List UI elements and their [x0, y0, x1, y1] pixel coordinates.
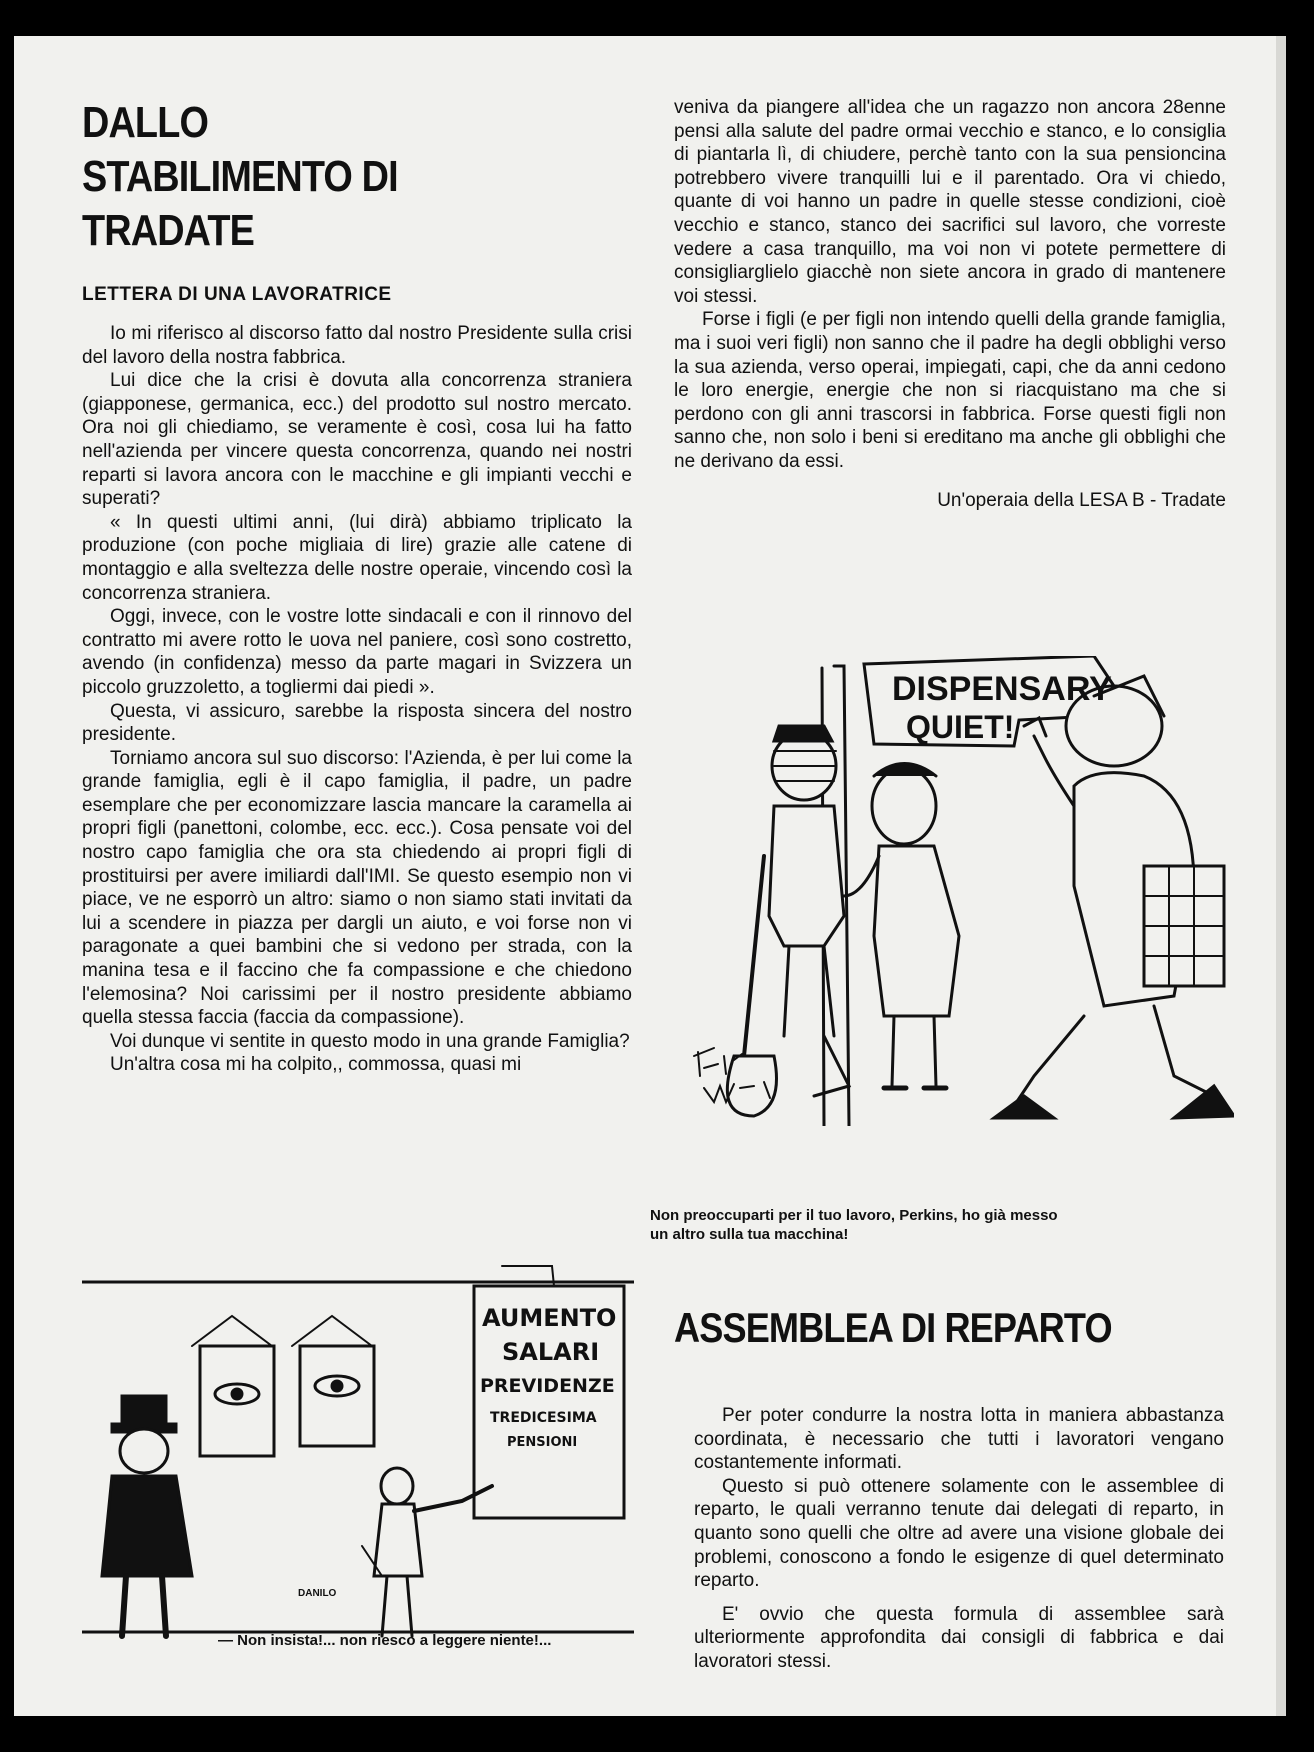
eye-chart-line: SALARI — [502, 1338, 600, 1366]
assemblea-paragraph: Questo si può ottenere solamente con le assemblee di reparto, le quali verranno tenute dai delegati di reparto, in quanto sono quelli che oltre ad avere una visione globale dei problemi, conoscono a fondo le esigenze di quel determinato reparto. — [694, 1475, 1224, 1592]
cartoon-artist-signature: DANILO — [298, 1588, 337, 1599]
sign-line-2: QUIET! — [906, 709, 1015, 745]
dispensary-cartoon — [674, 656, 1234, 1126]
left-paragraph: Io mi riferisco al discorso fatto dal nostro Presidente sulla crisi del lavoro della nostra fabbrica. — [82, 323, 632, 368]
assemblea-paragraph: E' ovvio che questa formula di assemblee sarà ulteriormente approfondita dai consigli di fabbrica e dai lavoratori stessi. — [694, 1603, 1224, 1672]
assemblea-body — [694, 1404, 1224, 1674]
sign-line-1: DISPENSARY — [892, 670, 1112, 708]
left-paragraph: Oggi, invece, con le vostre lotte sindacali e con il rinnovo del contratto mi avere rotto le uova nel paniere, così sono costretto, avendo (in confidenza) messo da parte magari in Svizzera un piccolo gruzzoletto, a togliermi dai piedi ». — [82, 606, 632, 698]
left-paragraph: « In questi ultimi anni, (lui dirà) abbiamo triplicato la produzione (con poche migliaia di lire) grazie alle catene di montaggio e alla sveltezza delle nostre operaie, vincendo così la concorrenza straniera. — [82, 511, 632, 604]
assemblea-title: ASSEMBLEA DI REPARTO — [674, 1304, 1112, 1351]
eye-chart-line: AUMENTO — [482, 1304, 617, 1332]
article-signature: Un'operaia della LESA B - Tradate — [937, 489, 1226, 511]
right-paragraph: Forse i figli (e per figli non intendo quelli della grande famiglia, ma i suoi veri figli) non sanno che il padre ha degli obblighi verso la sua azienda, verso operai, impiegati, capi, che da anni cedono le loro energie, energie che non si riacquistano ma che si perdono con gli anni trascorsi in fabbrica. Forse questi figli non sanno che, non solo i beni si ereditano ma anche gli obblighi che ne derivano da essi. — [674, 309, 1226, 472]
magazine-page — [14, 36, 1276, 1716]
left-paragraph: Torniamo ancora sul suo discorso: l'Azienda, è per lui come la grande famiglia, egli è il capo famiglia, il padre, un padre esemplare che per economizzare lascia mancare la caramella ai propri figli (panettoni, colombe, ecc. ecc.). Cosa pensate voi del nostro capo famiglia che ora sta chiedendo ai propri figli di prostituirsi per avere imiliardi dall'IMI. Se questo esempio non vi piace, ve ne esporrò un altro: siamo o non siamo stati invitati da lui a scendere in piazza per dargli un aiuto, e voi forse non vi paragonate a quei bambini che si vedono per strada, con la manina tesa e il faccino che fa compassione e che chiedono l'elemosina? Noi carissimi per il nostro presidente abbiamo quella stessa faccia (faccia da compassione). — [82, 747, 632, 1029]
eye-chart-line: PENSIONI — [507, 1435, 578, 1450]
eye-chart-cartoon — [82, 1246, 634, 1666]
eye-chart-cartoon-caption: — Non insista!... non riesco a leggere niente!... — [218, 1632, 552, 1649]
article-title: DALLO STABILIMENTO DI TRADATE — [82, 98, 398, 255]
left-paragraph: Questa, vi assicuro, sarebbe la risposta sincera del nostro presidente. — [82, 700, 632, 746]
left-paragraph: Un'altra cosa mi ha colpito,, commossa, quasi mi — [110, 1054, 522, 1076]
left-paragraph: Lui dice che la crisi è dovuta alla concorrenza straniera (giapponese, germanica, ecc.) del prodotto sul nostro mercato. Ora noi gli chiediamo, se veramente è così, cosa lui ha fatto nell'azienda per vincere questa concorrenza, quando nei nostri reparti si lavora ancora con le macchine e gli impianti vecchi e superati? — [82, 370, 632, 510]
left-paragraph: Voi dunque vi sentite in questo modo in una grande Famiglia? — [110, 1030, 630, 1052]
assemblea-paragraph: Per poter condurre la nostra lotta in maniera abbastanza coordinata, è necessario che tutti i lavoratori vengano costantemente informati. — [694, 1405, 1224, 1474]
eye-chart-cartoon-drawing — [82, 1246, 634, 1666]
dispensary-cartoon-caption: Non preoccuparti per il tuo lavoro, Perkins, ho già messo un altro sulla tua macchina! — [650, 1207, 1058, 1243]
article-subtitle: LETTERA DI UNA LAVORATRICE — [82, 284, 392, 305]
dispensary-cartoon-drawing — [674, 656, 1234, 1126]
right-column — [674, 96, 1226, 512]
eye-chart-line: TREDICESIMA — [490, 1410, 597, 1426]
right-paragraph: veniva da piangere all'idea che un ragazzo non ancora 28enne pensi alla salute del padre ormai vecchio e stanco, e lo consiglia di piantarla lì, di chiudere, perchè tanto con la sua pensioncina potrebbero vivere tranquilli lui e il parentado. Ora vi chiedo, quante di voi hanno un padre in quelle stesse condizioni, cioè vecchio e stanco, stanco dei sacrifici sul lavoro, che vorreste vedere a casa tranquillo, ma voi non vi potete permettere di consigliarglielo giacchè non siete ancora in grado di mantenere voi stessi. — [674, 97, 1226, 307]
page-edge — [1276, 36, 1286, 1716]
eye-chart-line: PREVIDENZE — [480, 1375, 615, 1397]
left-column — [82, 96, 632, 1077]
